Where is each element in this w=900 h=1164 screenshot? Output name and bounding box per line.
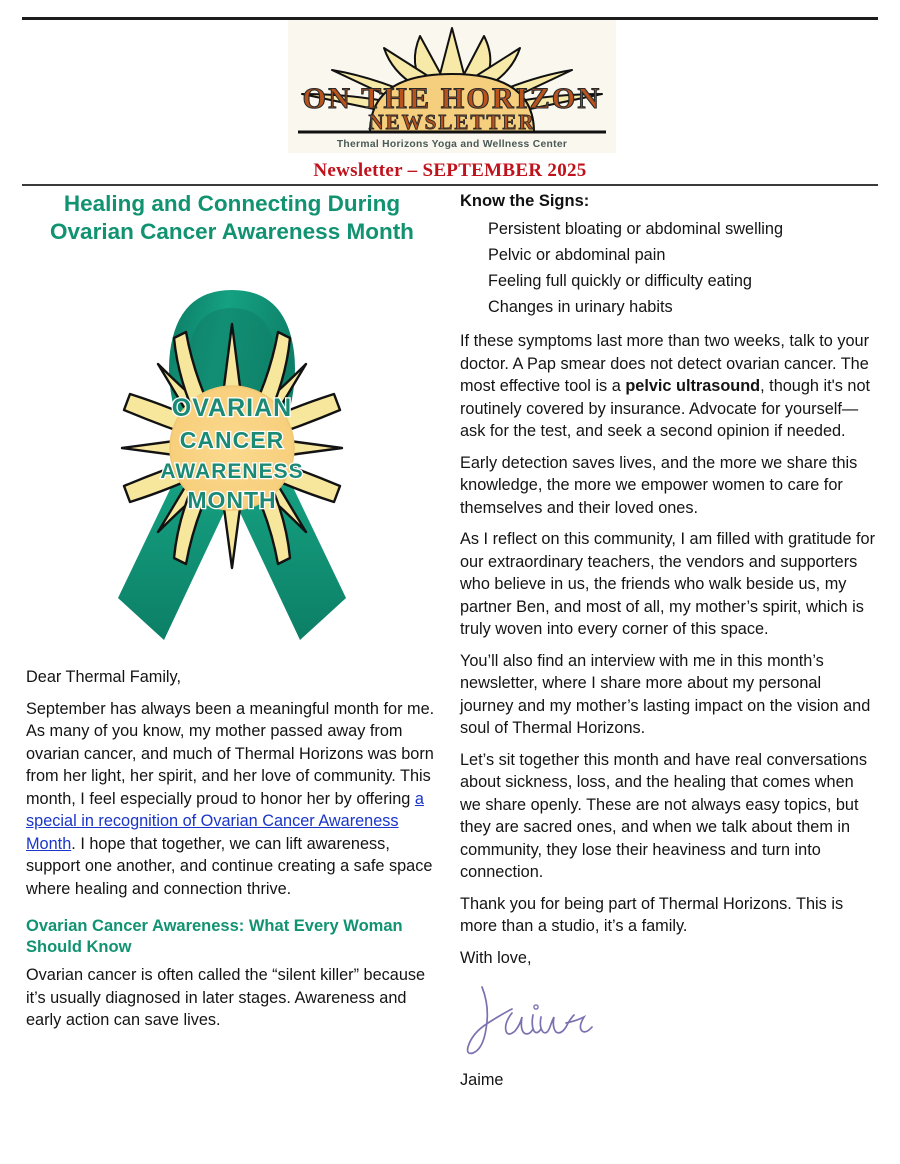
symptoms-part2: , though it's not routinely covered by insurance. Advocate for yourself—ask for the test, and seek a second opinion if needed. — [460, 377, 871, 440]
pelvic-ultrasound-emphasis: pelvic ultrasound — [625, 377, 761, 395]
page-title: Healing and Connecting During Ovarian Cancer Awareness Month — [50, 191, 414, 244]
closing-line: With love, — [460, 948, 532, 967]
interview-paragraph: You’ll also find an interview with me in this month’s newsletter, where I share more about my personal journey and my mother’s lasting impact on the vision and soul of Thermal Horizons. — [460, 651, 871, 737]
special-offer-link[interactable]: a special in recognition of Ovarian Cancer Awareness Month — [26, 789, 424, 853]
intro-paragraph-part2: . I hope that together, we can lift awareness, support one another, and continue creating a safe space where healing and connection thrive. — [26, 834, 433, 898]
masthead-logo — [288, 20, 616, 153]
header-divider-rule — [22, 184, 878, 186]
list-item: Persistent bloating or abdominal swelling — [488, 220, 784, 238]
intro-paragraph-part1: September has always been a meaningful month for me. As many of you know, my mother passed away from ovarian cancer, and much of Thermal Horizons was born from her light, her spirit, and her love of community. This month, I feel especially proud to honor her by offering — [26, 699, 435, 808]
logo-title-line2: NEWSLETTER — [368, 110, 536, 134]
sit-together-paragraph: Let’s sit together this month and have real conversations about sickness, loss, and the healing that comes when we share openly. These are not always easy topics, but they are sacred ones, and when we talk about them in community, they lose their heaviness and turn into connection. — [460, 750, 867, 881]
symptoms-paragraph — [460, 330, 878, 443]
ribbon-icon — [82, 268, 382, 648]
left-column — [26, 190, 438, 1041]
silent-killer-paragraph: Ovarian cancer is often called the “silent killer” because it’s usually diagnosed in later stages. Awareness and early action can save lives. — [26, 966, 426, 1029]
two-column-layout — [0, 190, 900, 1089]
ribbon-text-line-1: OVARIAN — [171, 394, 293, 422]
ribbon-text-line-2: CANCER — [179, 427, 285, 453]
reflect-paragraph: As I reflect on this community, I am filled with gratitude for our extraordinary teachers, the vendors and supporters who believe in us, the friends who walk beside us, my partner Ben, and most of all, my mother’s spirit, which is truly woven into every corner of this space. — [460, 530, 876, 638]
section-heading-awareness: Ovarian Cancer Awareness: What Every Woman Should Know — [26, 917, 403, 956]
ribbon-text-line-3: AWARENESS — [160, 460, 304, 483]
symptoms-part1: If these symptoms last more than two weeks, talk to your doctor. A Pap smear does not detect ovarian cancer. The most effective tool is a — [460, 332, 870, 395]
signature-block — [460, 979, 878, 1089]
know-the-signs-heading: Know the Signs: — [460, 192, 590, 210]
handwritten-signature-icon — [460, 979, 610, 1067]
thanks-paragraph: Thank you for being part of Thermal Horizons. This is more than a studio, it’s a family. — [460, 894, 844, 935]
list-item: Changes in urinary habits — [488, 298, 673, 316]
salutation: Dear Thermal Family, — [26, 668, 182, 686]
logo-title-line1: ON THE HORIZON — [302, 82, 602, 115]
list-item: Pelvic or abdominal pain — [488, 246, 666, 264]
awareness-ribbon-figure — [26, 268, 438, 648]
issue-title: Newsletter – SEPTEMBER 2025 — [313, 160, 587, 181]
on-the-horizon-logo-graphic — [288, 20, 616, 153]
early-detection-paragraph: Early detection saves lives, and the more we share this knowledge, the more we empower women to care for themselves and their loved ones. — [460, 453, 858, 517]
signs-list — [460, 216, 878, 320]
right-column — [460, 190, 878, 1089]
logo-tagline: Thermal Horizons Yoga and Wellness Center — [336, 139, 568, 150]
ribbon-text-line-4: MONTH — [187, 487, 277, 513]
list-item: Feeling full quickly or difficulty eating — [488, 272, 752, 290]
signature-name: Jaime — [460, 1071, 504, 1089]
intro-paragraph — [26, 698, 438, 901]
